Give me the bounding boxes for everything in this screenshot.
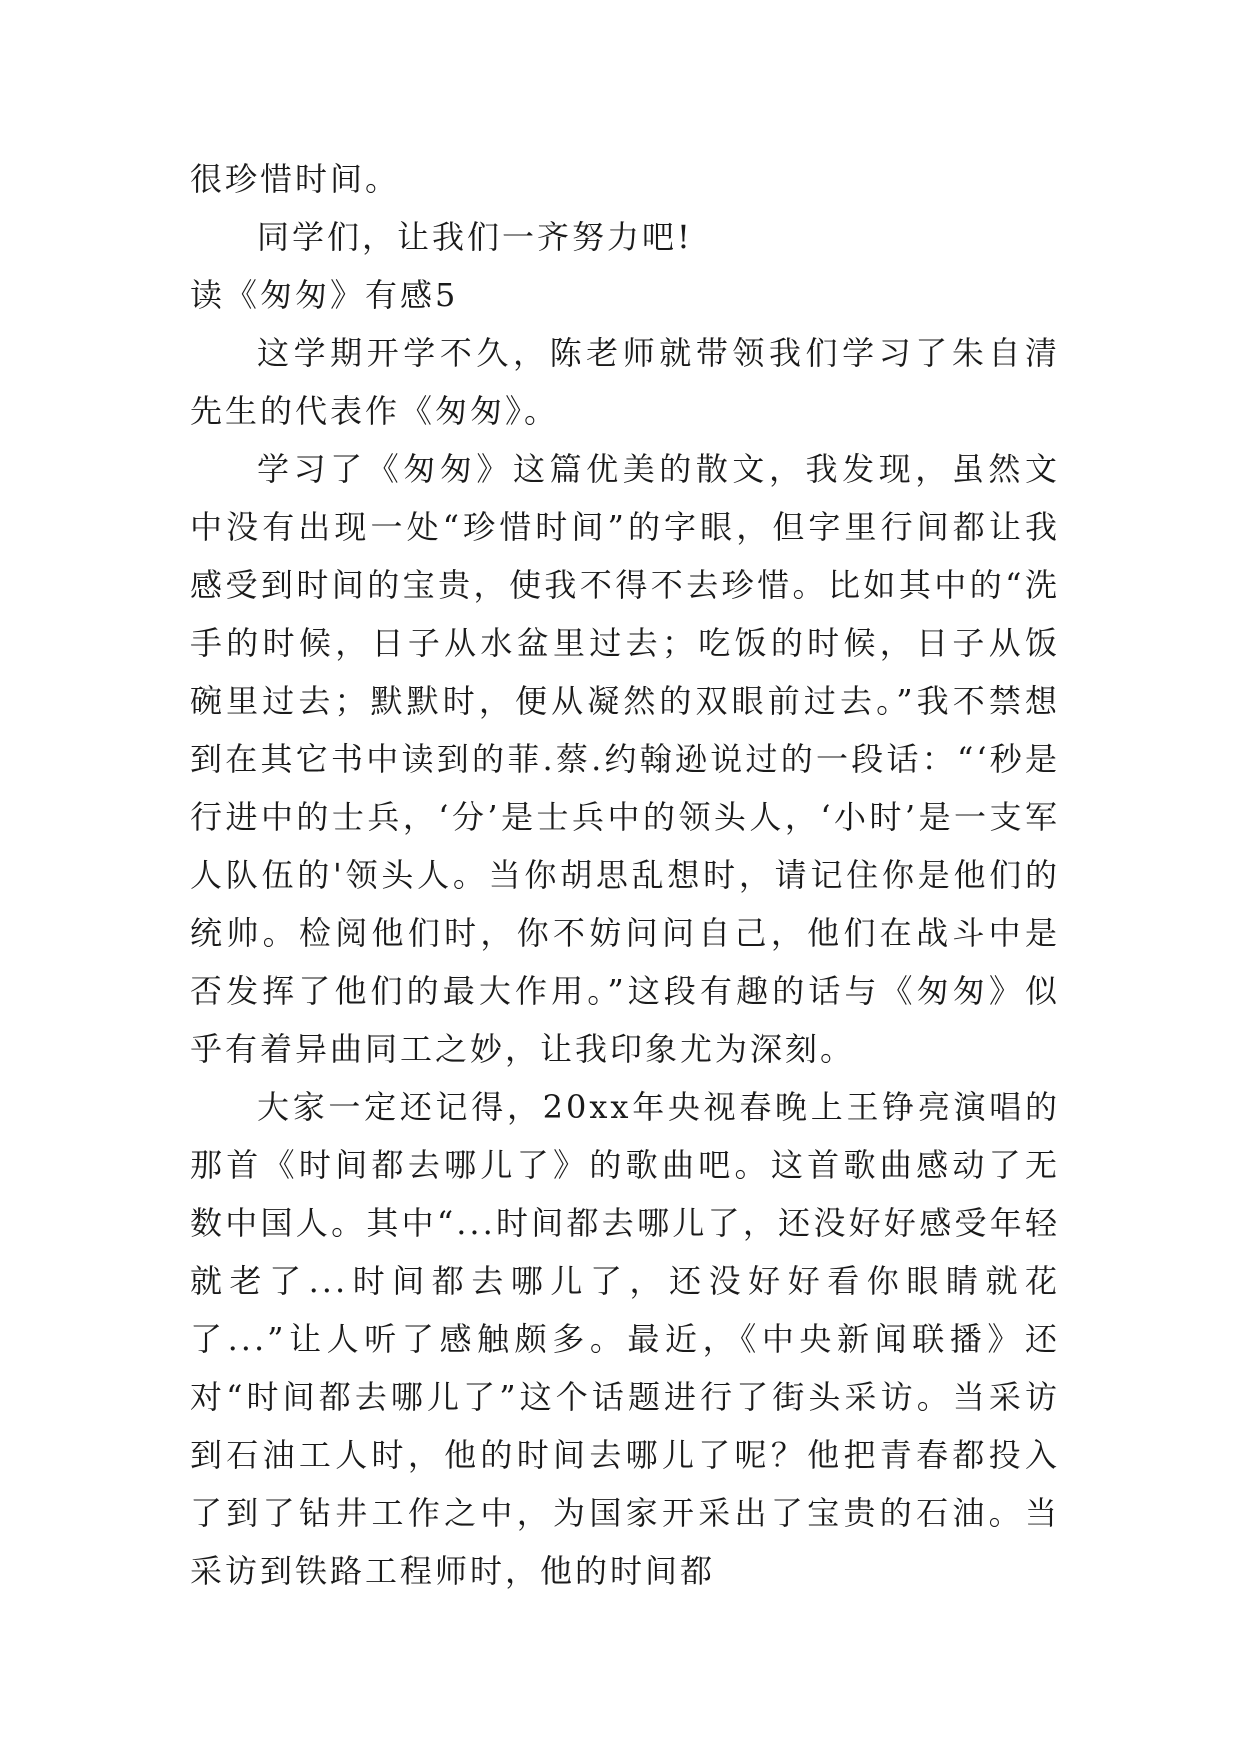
paragraph-4: 学习了《匆匆》这篇优美的散文，我发现，虽然文中没有出现一处“珍惜时间”的字眼，但字里行间都让我感受到时间的宝贵，使我不得不去珍惜。比如其中的“洗手的时候，日子从水盆里过去；吃饭的时候，日子从饭碗里过去；默默时，便从凝然的双眼前过去。”我不禁想到在其它书中读到的菲.蔡.约翰逊说过的一段话：“‘秒是行进中的士兵，‘分’是士兵中的领头人，‘小时’是一支军人队伍的'领头人。当你胡思乱想时，请记住你是他们的统帅。检阅他们时，你不妨问问自己，他们在战斗中是否发挥了他们的最大作用。”这段有趣的话与《匆匆》似乎有着异曲同工之妙，让我印象尤为深刻。 — [190, 450, 1060, 1068]
document-body — [190, 150, 1060, 1600]
paragraph-1: 很珍惜时间。 — [190, 160, 401, 198]
paragraph-3: 这学期开学不久，陈老师就带领我们学习了朱自清先生的代表作《匆匆》。 — [190, 334, 1060, 430]
section-heading: 读《匆匆》有感5 — [190, 276, 459, 314]
paragraph-5: 大家一定还记得，20xx年央视春晚上王铮亮演唱的那首《时间都去哪儿了》的歌曲吧。这首歌曲感动了无数中国人。其中“...时间都去哪儿了，还没好好感受年轻就老了...时间都去哪儿了，还没好好看你眼睛就花了...”让人听了感触颇多。最近，《中央新闻联播》还对“时间都去哪儿了”这个话题进行了街头采访。当采访到石油工人时，他的时间去哪儿了呢？他把青春都投入了到了钻井工作之中，为国家开采出了宝贵的石油。当采访到铁路工程师时，他的时间都 — [190, 1088, 1060, 1590]
paragraph-2: 同学们，让我们一齐努力吧! — [257, 218, 693, 256]
